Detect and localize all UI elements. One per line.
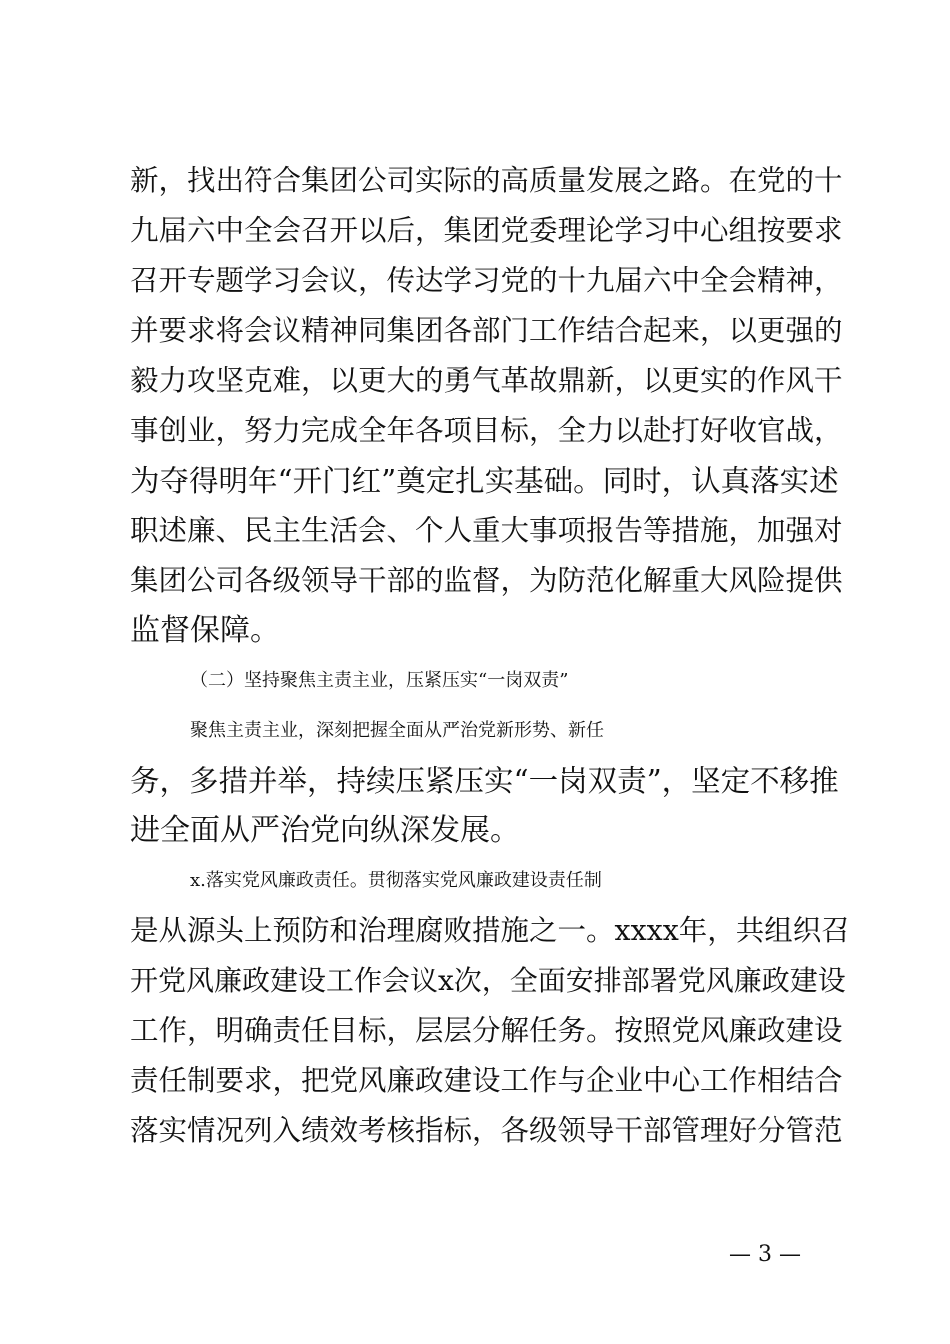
text-line: 开党风廉政建设工作会议x次，全面安排部署党风廉政建设 bbox=[130, 964, 846, 997]
text-line: 九届六中全会召开以后，集团党委理论学习中心组按要求 bbox=[130, 214, 843, 247]
text-line: 进全面从严治党向纵深发展。 bbox=[130, 813, 520, 848]
text-line: 监督保障。 bbox=[130, 613, 280, 648]
text-line: 聚焦主责主业，深刻把握全面从严治党新形势、新任 bbox=[190, 720, 604, 741]
text-line: 是从源头上预防和治理腐败措施之一。xxxx年，共组织召 bbox=[130, 914, 850, 947]
text-line: x.落实党风廉政责任。贯彻落实党风廉政建设责任制 bbox=[190, 870, 602, 891]
text-line: 召开专题学习会议，传达学习党的十九届六中全会精神， bbox=[130, 264, 843, 297]
text-line: 并要求将会议精神同集团各部门工作结合起来，以更强的 bbox=[130, 314, 843, 347]
text-line: 责任制要求，把党风廉政建设工作与企业中心工作相结合 bbox=[130, 1064, 843, 1097]
text-line: 为夺得明年“开门红”奠定扎实基础。同时，认真落实述 bbox=[130, 464, 839, 498]
text-line: 工作，明确责任目标，层层分解任务。按照党风廉政建设 bbox=[130, 1014, 843, 1047]
text-line: 落实情况列入绩效考核指标，各级领导干部管理好分管范 bbox=[130, 1114, 843, 1147]
text-line: 职述廉、民主生活会、个人重大事项报告等措施，加强对 bbox=[130, 514, 843, 547]
text-line: 集团公司各级领导干部的监督，为防范化解重大风险提供 bbox=[130, 564, 843, 597]
section-heading: （二）坚持聚焦主责主业，压紧压实“一岗双责” bbox=[190, 670, 569, 691]
text-line: 务，多措并举，持续压紧压实“一岗双责”，坚定不移推 bbox=[130, 764, 839, 798]
text-line: 毅力攻坚克难，以更大的勇气革故鼎新，以更实的作风干 bbox=[130, 364, 843, 397]
page-number: — 3 — bbox=[729, 1242, 801, 1267]
text-line: 事创业，努力完成全年各项目标，全力以赴打好收官战， bbox=[130, 414, 843, 447]
text-line: 新，找出符合集团公司实际的高质量发展之路。在党的十 bbox=[130, 164, 843, 197]
